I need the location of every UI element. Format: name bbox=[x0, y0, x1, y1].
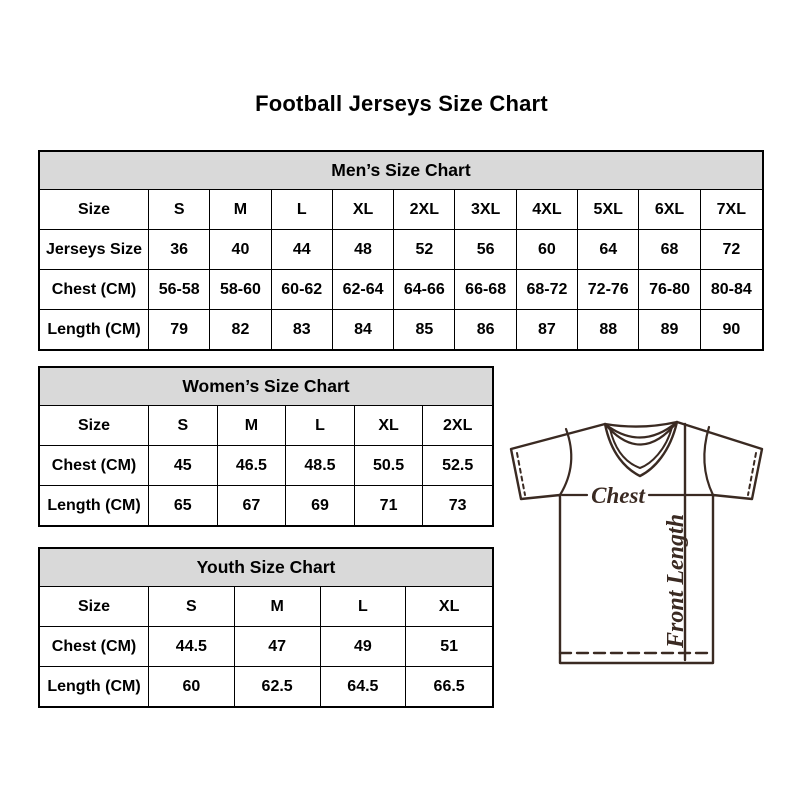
value-cell: 72-76 bbox=[578, 270, 639, 310]
row-label-cell: Chest (CM) bbox=[40, 270, 149, 310]
value-cell: 60 bbox=[517, 230, 578, 270]
value-cell: M bbox=[235, 587, 321, 627]
value-cell: 47 bbox=[235, 627, 321, 667]
value-cell: 76-80 bbox=[639, 270, 700, 310]
value-cell: S bbox=[149, 406, 218, 446]
value-cell: 64-66 bbox=[394, 270, 455, 310]
value-cell: 56-58 bbox=[149, 270, 210, 310]
chest-label: Chest bbox=[591, 483, 645, 508]
row-label-cell: Size bbox=[40, 190, 149, 230]
table-row bbox=[40, 667, 492, 706]
value-cell: L bbox=[321, 587, 407, 627]
value-cell: 68 bbox=[639, 230, 700, 270]
table-row bbox=[40, 486, 492, 525]
womens-table-header: Women’s Size Chart bbox=[40, 368, 492, 406]
youth-size-chart-table bbox=[38, 547, 494, 708]
value-cell: 66.5 bbox=[433, 677, 465, 695]
mens-table-header: Men’s Size Chart bbox=[40, 152, 762, 190]
row-label-cell: Length (CM) bbox=[40, 486, 149, 525]
mens-table-grid bbox=[40, 190, 762, 349]
value-cell: 48.5 bbox=[286, 446, 355, 486]
left-armhole-seam bbox=[560, 429, 571, 495]
value-cell: M bbox=[218, 406, 287, 446]
value-cell: XL bbox=[333, 190, 394, 230]
value-cell: 64 bbox=[578, 230, 639, 270]
mens-size-chart-table bbox=[38, 150, 764, 351]
value-cell: 60-62 bbox=[272, 270, 333, 310]
value-cell: 52 bbox=[394, 230, 455, 270]
value-cell: 46.5 bbox=[218, 446, 287, 486]
table-row bbox=[40, 406, 492, 446]
table-row bbox=[40, 270, 762, 310]
womens-size-chart-table bbox=[38, 366, 494, 527]
value-cell: 82 bbox=[210, 310, 271, 349]
table-row bbox=[40, 587, 492, 627]
value-cell: 52.5 bbox=[423, 446, 492, 486]
value-cell: 44 bbox=[272, 230, 333, 270]
table-row bbox=[40, 190, 762, 230]
value-cell: 87 bbox=[517, 310, 578, 349]
value-cell: 62.5 bbox=[235, 667, 321, 706]
value-cell: 2XL bbox=[423, 406, 492, 446]
value-cell: S bbox=[149, 190, 210, 230]
row-label-cell: Chest (CM) bbox=[40, 627, 149, 667]
value-cell: 44.5 bbox=[149, 627, 235, 667]
value-cell: L bbox=[272, 190, 333, 230]
jersey-outline bbox=[511, 422, 762, 663]
value-cell: 68-72 bbox=[517, 270, 578, 310]
value-cell: M bbox=[210, 190, 271, 230]
jersey-measurement-diagram bbox=[500, 412, 770, 672]
value-cell: 50.5 bbox=[355, 446, 424, 486]
value-cell: 49 bbox=[321, 627, 407, 667]
value-cell: 4XL bbox=[517, 190, 578, 230]
row-label-cell: Length (CM) bbox=[40, 310, 149, 349]
value-cell: 67 bbox=[218, 486, 287, 525]
youth-table-grid bbox=[40, 587, 492, 706]
page-title: Football Jerseys Size Chart bbox=[255, 91, 548, 116]
value-cell: 6XL bbox=[639, 190, 700, 230]
value-cell: 5XL bbox=[578, 190, 639, 230]
value-cell: 90 bbox=[722, 320, 741, 338]
value-cell: 85 bbox=[394, 310, 455, 349]
value-cell: 45 bbox=[149, 446, 218, 486]
value-cell: 51 bbox=[406, 627, 492, 667]
value-cell: 86 bbox=[455, 310, 516, 349]
value-cell: 62-64 bbox=[333, 270, 394, 310]
value-cell: 64.5 bbox=[321, 667, 407, 706]
value-cell: L bbox=[286, 406, 355, 446]
value-cell: 83 bbox=[272, 310, 333, 349]
value-cell: 48 bbox=[333, 230, 394, 270]
table-row bbox=[40, 446, 492, 486]
value-cell: 79 bbox=[149, 310, 210, 349]
value-cell: 71 bbox=[355, 486, 424, 525]
value-cell: XL bbox=[406, 587, 492, 627]
value-cell: 40 bbox=[210, 230, 271, 270]
front-length-label: Front Length bbox=[663, 513, 689, 648]
value-cell: 65 bbox=[149, 486, 218, 525]
value-cell: 66-68 bbox=[455, 270, 516, 310]
value-cell: 2XL bbox=[394, 190, 455, 230]
row-label-cell: Chest (CM) bbox=[40, 446, 149, 486]
womens-table-grid bbox=[40, 406, 492, 525]
table-row bbox=[40, 627, 492, 667]
value-cell: 73 bbox=[448, 496, 467, 514]
right-armhole-seam bbox=[704, 427, 713, 495]
value-cell: 58-60 bbox=[210, 270, 271, 310]
value-cell: 72 bbox=[701, 230, 762, 270]
value-cell: 69 bbox=[286, 486, 355, 525]
value-cell: 7XL bbox=[701, 190, 762, 230]
row-label-cell: Length (CM) bbox=[40, 667, 149, 706]
table-row bbox=[40, 230, 762, 270]
value-cell: 88 bbox=[578, 310, 639, 349]
youth-table-header: Youth Size Chart bbox=[40, 549, 492, 587]
row-label-cell: Size bbox=[40, 587, 149, 627]
row-label-cell: Jerseys Size bbox=[40, 230, 149, 270]
value-cell: 80-84 bbox=[701, 270, 762, 310]
value-cell: 36 bbox=[149, 230, 210, 270]
value-cell: XL bbox=[355, 406, 424, 446]
value-cell: 56 bbox=[455, 230, 516, 270]
value-cell: S bbox=[149, 587, 235, 627]
value-cell: 84 bbox=[333, 310, 394, 349]
table-row bbox=[40, 310, 762, 349]
row-label-cell: Size bbox=[40, 406, 149, 446]
value-cell: 89 bbox=[639, 310, 700, 349]
value-cell: 60 bbox=[149, 667, 235, 706]
value-cell: 3XL bbox=[455, 190, 516, 230]
